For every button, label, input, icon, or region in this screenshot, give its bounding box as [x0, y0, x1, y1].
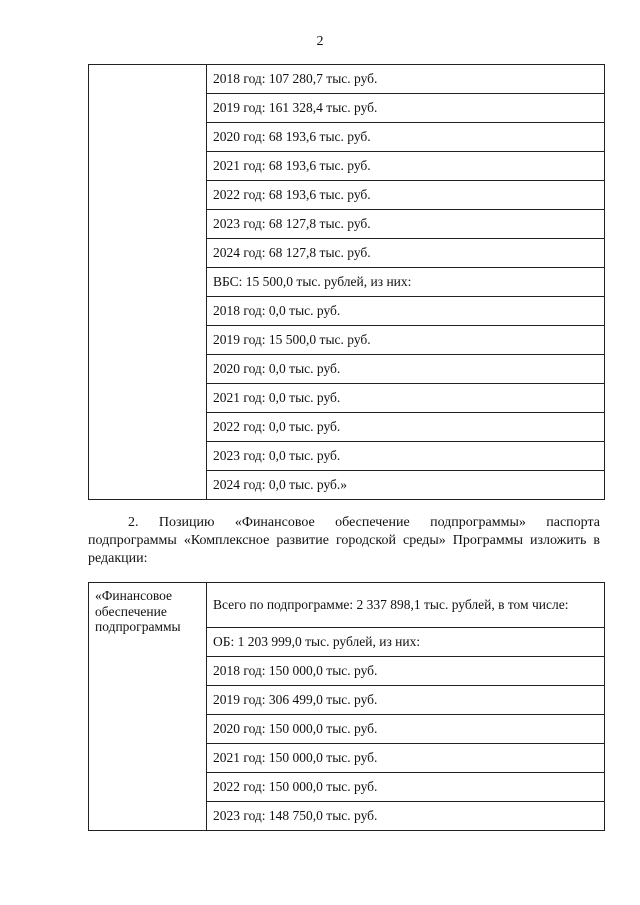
- page-number: 2: [316, 34, 324, 49]
- table-cell: 2021 год: 150 000,0 тыс. руб.: [207, 744, 605, 773]
- table-cell: 2021 год: 0,0 тыс. руб.: [207, 384, 605, 413]
- table-cell: 2021 год: 68 193,6 тыс. руб.: [207, 152, 605, 181]
- table-cell: 2024 год: 68 127,8 тыс. руб.: [207, 239, 605, 268]
- table-cell: 2023 год: 0,0 тыс. руб.: [207, 442, 605, 471]
- table-cell: 2022 год: 150 000,0 тыс. руб.: [207, 773, 605, 802]
- table-row: [89, 65, 605, 94]
- table-left-label: «Финансовое обеспечение подпрограммы: [89, 583, 207, 831]
- table-cell: 2023 год: 68 127,8 тыс. руб.: [207, 210, 605, 239]
- table-cell: 2019 год: 15 500,0 тыс. руб.: [207, 326, 605, 355]
- table-cell: 2022 год: 68 193,6 тыс. руб.: [207, 181, 605, 210]
- table-cell: 2024 год: 0,0 тыс. руб.»: [207, 471, 605, 500]
- funding-table-new: [88, 582, 605, 831]
- table-cell: 2020 год: 0,0 тыс. руб.: [207, 355, 605, 384]
- table-cell: 2018 год: 107 280,7 тыс. руб.: [207, 65, 605, 94]
- table-cell: Всего по подпрограмме: 2 337 898,1 тыс. рублей, в том числе:: [207, 583, 605, 628]
- table-cell: 2019 год: 306 499,0 тыс. руб.: [207, 686, 605, 715]
- table-cell: 2018 год: 150 000,0 тыс. руб.: [207, 657, 605, 686]
- table-cell: ВБС: 15 500,0 тыс. рублей, из них:: [207, 268, 605, 297]
- table-left-cell-empty: [89, 65, 207, 500]
- amendment-paragraph: 2. Позицию «Финансовое обеспечение подпрограммы» паспорта подпрограммы «Комплексное развитие городской среды» Программы изложить в редакции:: [88, 515, 600, 566]
- table-cell: ОБ: 1 203 999,0 тыс. рублей, из них:: [207, 628, 605, 657]
- table-cell: 2023 год: 148 750,0 тыс. руб.: [207, 802, 605, 831]
- table-cell: 2022 год: 0,0 тыс. руб.: [207, 413, 605, 442]
- table-cell: 2018 год: 0,0 тыс. руб.: [207, 297, 605, 326]
- table-cell: 2020 год: 150 000,0 тыс. руб.: [207, 715, 605, 744]
- table-row: [89, 583, 605, 628]
- funding-table-continued: [88, 64, 605, 500]
- table-cell: 2019 год: 161 328,4 тыс. руб.: [207, 94, 605, 123]
- table-cell: 2020 год: 68 193,6 тыс. руб.: [207, 123, 605, 152]
